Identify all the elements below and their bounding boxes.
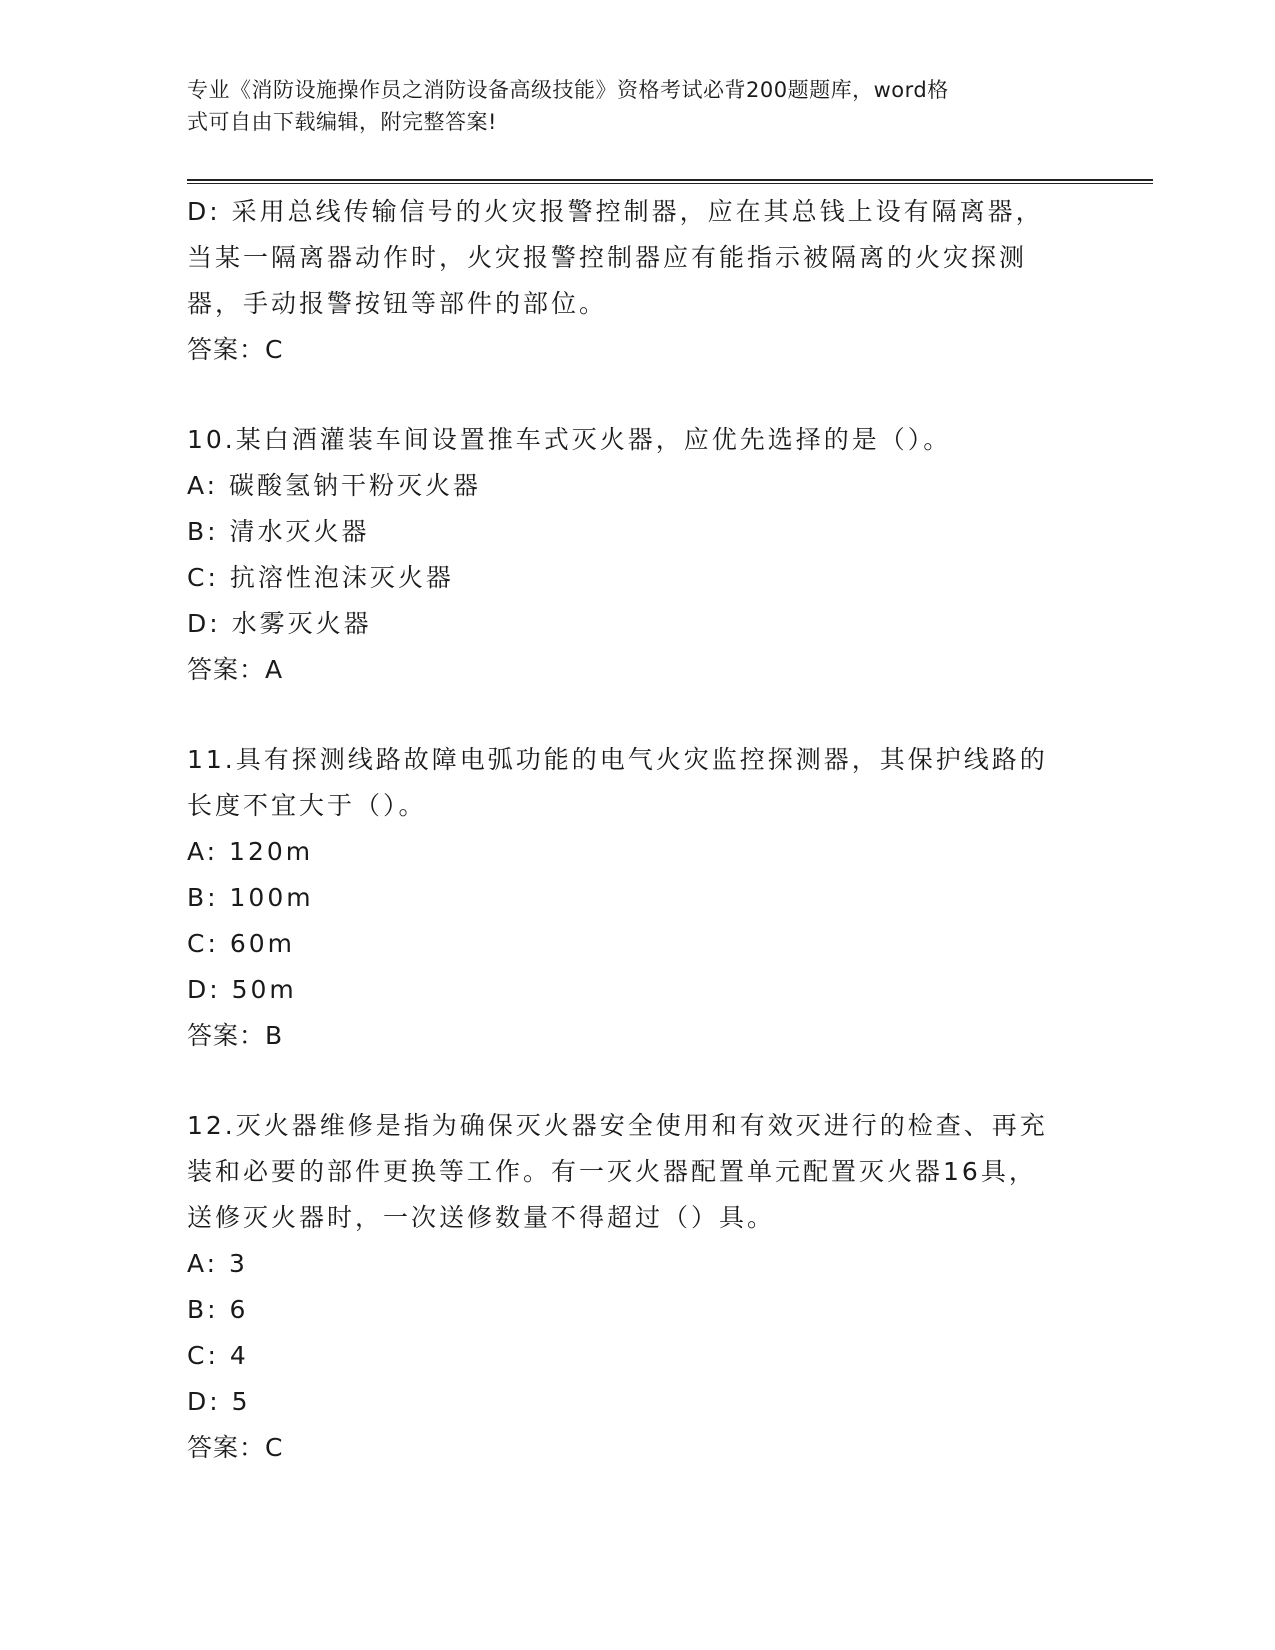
question-stem: 12.灭火器维修是指为确保灭火器安全使用和有效灭进行的检查、再充 — [187, 1111, 1048, 1140]
option-d: D: 50m — [187, 975, 297, 1004]
option-b: B: 清水灭火器 — [187, 517, 370, 546]
option-a: A: 碳酸氢钠干粉灭火器 — [187, 471, 482, 500]
spacer — [187, 1059, 1087, 1103]
answer-label: 答案：C — [187, 335, 284, 364]
header-divider-thick — [187, 179, 1153, 181]
question-list — [187, 189, 1087, 1471]
answer-label: 答案：C — [187, 1433, 284, 1462]
question-stem: 装和必要的部件更换等工作。有一灭火器配置单元配置灭火器16具， — [187, 1157, 1037, 1186]
option-c: C: 4 — [187, 1341, 249, 1370]
question-12 — [187, 1103, 1087, 1471]
question-stem: 10.某白酒灌装车间设置推车式灭火器，应优先选择的是（）。 — [187, 425, 952, 454]
option-a: A: 120m — [187, 837, 314, 866]
question-stem: 11.具有探测线路故障电弧功能的电气火灾监控探测器，其保护线路的 — [187, 745, 1048, 774]
option-text-line: 器，手动报警按钮等部件的部位。 — [187, 289, 608, 318]
question-stem: 送修灭火器时，一次送修数量不得超过（）具。 — [187, 1203, 776, 1232]
question-stem: 长度不宜大于（）。 — [187, 791, 427, 820]
header-divider-thin — [187, 183, 1153, 184]
option-a: A: 3 — [187, 1249, 248, 1278]
header-line-1: 专业《消防设施操作员之消防设备高级技能》资格考试必背200题题库，word格 — [187, 78, 949, 102]
question-11 — [187, 737, 1087, 1059]
option-b: B: 6 — [187, 1295, 249, 1324]
header-line-2: 式可自由下载编辑，附完整答案! — [187, 110, 497, 134]
answer-label: 答案：B — [187, 1021, 284, 1050]
option-c: C: 60m — [187, 929, 295, 958]
question-9-continuation — [187, 189, 1087, 373]
option-c: C: 抗溶性泡沫灭火器 — [187, 563, 454, 592]
answer-label: 答案：A — [187, 655, 284, 684]
option-b: B: 100m — [187, 883, 314, 912]
spacer — [187, 373, 1087, 417]
spacer — [187, 693, 1087, 737]
document-header — [187, 74, 1067, 138]
question-10 — [187, 417, 1087, 693]
option-text-line: D: 采用总线传输信号的火灾报警控制器，应在其总钱上设有隔离器， — [187, 197, 1044, 226]
option-d: D: 水雾灭火器 — [187, 609, 372, 638]
option-d: D: 5 — [187, 1387, 251, 1416]
option-text-line: 当某一隔离器动作时，火灾报警控制器应有能指示被隔离的火灾探测 — [187, 243, 1028, 272]
